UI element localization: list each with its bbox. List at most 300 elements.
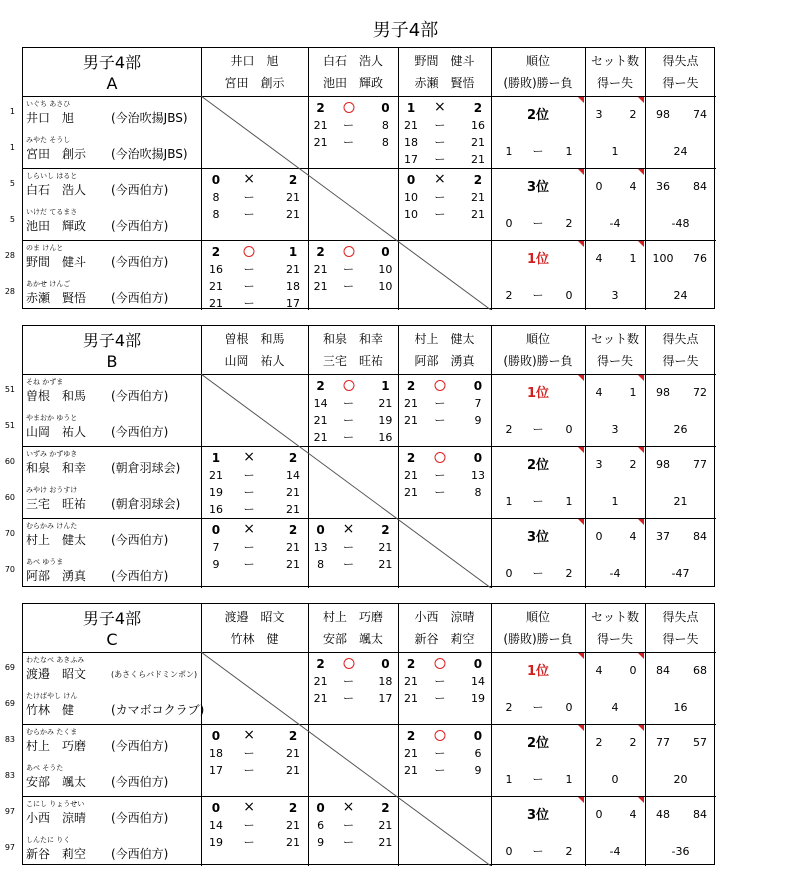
wins-count: 0 bbox=[505, 217, 513, 230]
game-score-own: 16 bbox=[208, 263, 223, 276]
game-score-own: 21 bbox=[404, 764, 419, 777]
game-score-opponent: 7 bbox=[474, 397, 482, 410]
game-score-dash: ー bbox=[434, 764, 446, 777]
game-score-own: 18 bbox=[208, 747, 223, 760]
game-score-opponent: 21 bbox=[378, 836, 393, 849]
game-score-dash: ー bbox=[243, 263, 255, 276]
seed-number: 69 bbox=[4, 663, 15, 672]
game-score-dash: ー bbox=[243, 486, 255, 499]
seed-number: 51 bbox=[4, 385, 15, 394]
sets-lost: 4 bbox=[629, 180, 637, 193]
match-games-lost: 0 bbox=[381, 657, 390, 671]
sets-lost: 1 bbox=[629, 386, 637, 399]
player-club: (今西伯方) bbox=[111, 775, 169, 789]
rank-header: 順位 bbox=[525, 54, 551, 68]
wins-losses-dash: ー bbox=[532, 701, 544, 714]
points-lost: 72 bbox=[693, 386, 707, 399]
set-difference: -4 bbox=[609, 217, 621, 230]
player-furigana: わたなべ あきふみ bbox=[26, 656, 85, 664]
sets-marker bbox=[638, 169, 644, 175]
points-header: 得失点 bbox=[662, 610, 699, 624]
rank-subheader: (勝敗)勝ー負 bbox=[503, 354, 573, 368]
seed-number: 28 bbox=[4, 287, 15, 296]
sets-won: 0 bbox=[595, 180, 603, 193]
opponent-head-player1: 野間 健斗 bbox=[414, 54, 475, 68]
win-mark bbox=[434, 658, 445, 669]
points-won: 100 bbox=[652, 252, 674, 265]
game-score-own: 17 bbox=[208, 764, 223, 777]
loss-mark: × bbox=[342, 799, 355, 815]
points-won: 98 bbox=[656, 108, 670, 121]
game-score-dash: ー bbox=[434, 675, 446, 688]
rank-value: 3位 bbox=[526, 180, 550, 195]
game-score-opponent: 21 bbox=[286, 191, 301, 204]
player-name: 三宅 旺祐 bbox=[26, 497, 87, 511]
match-games-lost: 0 bbox=[473, 451, 483, 465]
player-club: (今西伯方) bbox=[111, 255, 169, 269]
game-score-opponent: 21 bbox=[286, 263, 301, 276]
game-score-dash: ー bbox=[243, 469, 255, 482]
win-mark bbox=[343, 246, 354, 257]
match-games-lost: 0 bbox=[473, 657, 483, 671]
player-furigana: しらいし はると bbox=[26, 172, 78, 180]
opponent-head-player2: 安部 颯太 bbox=[322, 632, 384, 646]
sets-marker bbox=[638, 653, 644, 659]
game-score-opponent: 16 bbox=[378, 431, 393, 444]
match-games-won: 0 bbox=[316, 801, 325, 815]
game-score-dash: ー bbox=[434, 469, 446, 482]
seed-number: 70 bbox=[4, 529, 15, 538]
sets-header: セット数 bbox=[590, 610, 640, 624]
game-score-own: 21 bbox=[404, 469, 419, 482]
rank-marker bbox=[578, 375, 584, 381]
game-score-opponent: 9 bbox=[474, 414, 482, 427]
seed-number: 5 bbox=[9, 179, 15, 188]
player-name: 池田 輝政 bbox=[26, 219, 87, 233]
loss-mark: × bbox=[243, 171, 256, 187]
player-club: (今西伯方) bbox=[111, 389, 169, 403]
points-header: 得失点 bbox=[662, 332, 699, 346]
game-score-opponent: 18 bbox=[286, 280, 301, 293]
match-games-lost: 0 bbox=[381, 101, 390, 115]
match-games-lost: 2 bbox=[288, 173, 298, 187]
losses-count: 1 bbox=[565, 495, 573, 508]
loss-mark: × bbox=[342, 521, 355, 537]
losses-count: 2 bbox=[565, 845, 573, 858]
game-score-opponent: 21 bbox=[286, 558, 301, 571]
match-games-won: 2 bbox=[316, 657, 325, 671]
match-games-won: 2 bbox=[211, 245, 221, 259]
game-score-own: 18 bbox=[404, 136, 419, 149]
points-won: 36 bbox=[656, 180, 670, 193]
opponent-head-player2: 三宅 旺祐 bbox=[322, 354, 384, 368]
player-name: 曽根 和馬 bbox=[26, 389, 87, 403]
game-score-own: 21 bbox=[313, 431, 328, 444]
opponent-head-player2: 池田 輝政 bbox=[322, 76, 384, 90]
rank-marker bbox=[578, 519, 584, 525]
player-furigana: みやた そうし bbox=[26, 136, 71, 144]
sets-lost: 1 bbox=[629, 252, 637, 265]
game-score-own: 19 bbox=[208, 486, 223, 499]
player-club: (今西伯方) bbox=[111, 219, 169, 233]
seed-number: 97 bbox=[4, 807, 15, 816]
player-name: 渡邉 昭文 bbox=[26, 667, 87, 681]
game-score-own: 21 bbox=[404, 675, 419, 688]
sets-lost: 4 bbox=[629, 808, 637, 821]
game-score-dash: ー bbox=[243, 764, 255, 777]
sets-won: 4 bbox=[595, 252, 603, 265]
game-score-opponent: 21 bbox=[286, 819, 301, 832]
game-score-opponent: 21 bbox=[378, 397, 393, 410]
seed-number: 5 bbox=[9, 215, 15, 224]
game-score-dash: ー bbox=[434, 747, 446, 760]
game-score-dash: ー bbox=[434, 119, 446, 132]
set-difference: 1 bbox=[611, 495, 619, 508]
points-subheader: 得ー失 bbox=[662, 632, 699, 646]
player-furigana: あべ ゆうま bbox=[26, 558, 64, 566]
wins-losses-dash: ー bbox=[532, 423, 544, 436]
game-score-own: 10 bbox=[404, 191, 419, 204]
point-difference: -48 bbox=[671, 217, 690, 230]
game-score-opponent: 21 bbox=[470, 136, 485, 149]
opponent-head-player1: 小西 涼晴 bbox=[414, 610, 475, 624]
wins-count: 2 bbox=[505, 701, 513, 714]
game-score-dash: ー bbox=[243, 558, 255, 571]
game-score-dash: ー bbox=[434, 153, 446, 166]
player-club: (朝倉羽球会) bbox=[111, 497, 181, 511]
player-club: (朝倉羽球会) bbox=[111, 461, 181, 475]
game-score-opponent: 16 bbox=[470, 119, 485, 132]
set-difference: 1 bbox=[611, 145, 619, 158]
seed-number: 1 bbox=[9, 107, 15, 116]
game-score-opponent: 17 bbox=[286, 297, 301, 310]
game-score-opponent: 10 bbox=[378, 263, 393, 276]
match-games-won: 2 bbox=[406, 451, 416, 465]
set-difference: 3 bbox=[611, 423, 619, 436]
game-score-dash: ー bbox=[434, 191, 446, 204]
game-score-dash: ー bbox=[343, 558, 354, 571]
loss-mark: × bbox=[433, 99, 446, 115]
sets-subheader: 得ー失 bbox=[596, 76, 634, 90]
points-lost: 57 bbox=[693, 736, 707, 749]
game-score-opponent: 21 bbox=[286, 503, 301, 516]
game-score-opponent: 8 bbox=[474, 486, 482, 499]
sets-subheader: 得ー失 bbox=[596, 354, 634, 368]
game-score-opponent: 9 bbox=[474, 764, 482, 777]
point-difference: 20 bbox=[673, 773, 688, 786]
game-score-opponent: 21 bbox=[286, 208, 301, 221]
points-won: 77 bbox=[656, 736, 670, 749]
points-header: 得失点 bbox=[662, 54, 699, 68]
group-label: B bbox=[106, 352, 118, 371]
game-score-own: 9 bbox=[317, 836, 325, 849]
rank-marker bbox=[578, 725, 584, 731]
game-score-own: 9 bbox=[212, 558, 220, 571]
match-games-won: 2 bbox=[316, 101, 325, 115]
game-score-dash: ー bbox=[243, 191, 255, 204]
set-difference: 3 bbox=[611, 289, 619, 302]
rank-subheader: (勝敗)勝ー負 bbox=[503, 632, 573, 646]
player-club: (今西伯方) bbox=[111, 739, 169, 753]
game-score-own: 21 bbox=[313, 692, 328, 705]
points-lost: 74 bbox=[693, 108, 707, 121]
match-games-won: 0 bbox=[316, 523, 325, 537]
sets-lost: 4 bbox=[629, 530, 637, 543]
player-furigana: あべ そうた bbox=[26, 764, 64, 772]
set-difference: -4 bbox=[609, 567, 621, 580]
player-name: 安部 颯太 bbox=[26, 775, 87, 789]
points-won: 37 bbox=[656, 530, 670, 543]
player-furigana: いずみ かずゆき bbox=[26, 450, 78, 458]
game-score-dash: ー bbox=[243, 208, 255, 221]
player-name: 宮田 創示 bbox=[26, 147, 87, 161]
sets-header: セット数 bbox=[590, 54, 640, 68]
game-score-own: 21 bbox=[404, 692, 419, 705]
game-score-opponent: 6 bbox=[474, 747, 482, 760]
sets-marker bbox=[638, 375, 644, 381]
player-name: 新谷 莉空 bbox=[26, 847, 87, 861]
losses-count: 0 bbox=[565, 289, 573, 302]
match-games-lost: 0 bbox=[473, 729, 483, 743]
sets-marker bbox=[638, 97, 644, 103]
wins-count: 0 bbox=[505, 567, 513, 580]
game-score-own: 21 bbox=[313, 280, 328, 293]
game-score-own: 21 bbox=[208, 297, 223, 310]
match-games-lost: 2 bbox=[288, 729, 298, 743]
player-club: (今西伯方) bbox=[111, 533, 169, 547]
rank-value: 2位 bbox=[526, 458, 550, 473]
match-games-won: 2 bbox=[406, 379, 416, 393]
game-score-dash: ー bbox=[434, 136, 446, 149]
game-score-opponent: 8 bbox=[381, 136, 389, 149]
rank-marker bbox=[578, 447, 584, 453]
player-furigana: そね かずま bbox=[26, 378, 64, 386]
sets-won: 0 bbox=[595, 808, 603, 821]
match-games-lost: 2 bbox=[473, 173, 483, 187]
game-score-dash: ー bbox=[343, 692, 354, 705]
opponent-head-player1: 白石 浩人 bbox=[322, 54, 384, 68]
game-score-dash: ー bbox=[343, 414, 354, 427]
match-games-won: 1 bbox=[406, 101, 416, 115]
wins-losses-dash: ー bbox=[532, 845, 544, 858]
seed-number: 60 bbox=[4, 457, 15, 466]
game-score-own: 14 bbox=[313, 397, 328, 410]
match-games-won: 0 bbox=[406, 173, 416, 187]
game-score-own: 14 bbox=[208, 819, 223, 832]
player-name: 野間 健斗 bbox=[26, 255, 87, 269]
group-label: A bbox=[106, 74, 118, 93]
player-club: (今西伯方) bbox=[111, 811, 169, 825]
rank-value: 1位 bbox=[526, 252, 550, 267]
game-score-opponent: 8 bbox=[381, 119, 389, 132]
opponent-head-player1: 村上 健太 bbox=[414, 332, 475, 346]
game-score-dash: ー bbox=[434, 692, 446, 705]
sets-subheader: 得ー失 bbox=[596, 632, 634, 646]
wins-count: 1 bbox=[505, 495, 513, 508]
sets-marker bbox=[638, 447, 644, 453]
point-difference: -36 bbox=[671, 845, 690, 858]
points-won: 98 bbox=[656, 386, 670, 399]
wins-count: 0 bbox=[505, 845, 513, 858]
player-furigana: のま けんと bbox=[26, 244, 64, 252]
player-name: 竹林 健 bbox=[26, 703, 75, 717]
match-games-won: 0 bbox=[211, 523, 221, 537]
game-score-own: 21 bbox=[404, 414, 419, 427]
game-score-dash: ー bbox=[343, 675, 354, 688]
opponent-head-player2: 新谷 莉空 bbox=[414, 632, 475, 646]
game-score-opponent: 21 bbox=[286, 747, 301, 760]
opponent-head-player1: 和泉 和幸 bbox=[322, 332, 384, 346]
player-name: 小西 涼晴 bbox=[26, 811, 87, 825]
points-lost: 84 bbox=[693, 808, 707, 821]
loss-mark: × bbox=[243, 727, 256, 743]
player-name: 和泉 和幸 bbox=[26, 461, 87, 475]
game-score-opponent: 19 bbox=[470, 692, 485, 705]
player-name: 村上 巧磨 bbox=[26, 739, 87, 753]
wins-count: 2 bbox=[505, 423, 513, 436]
point-difference: 16 bbox=[673, 701, 688, 714]
sets-lost: 2 bbox=[629, 458, 637, 471]
points-won: 84 bbox=[656, 664, 670, 677]
rank-marker bbox=[578, 653, 584, 659]
game-score-dash: ー bbox=[343, 397, 354, 410]
player-name: 山岡 祐人 bbox=[26, 425, 87, 439]
sets-lost: 2 bbox=[629, 736, 637, 749]
game-score-dash: ー bbox=[343, 136, 354, 149]
wins-losses-dash: ー bbox=[532, 289, 544, 302]
game-score-own: 19 bbox=[208, 836, 223, 849]
rank-marker bbox=[578, 241, 584, 247]
game-score-dash: ー bbox=[243, 836, 255, 849]
opponent-head-player1: 曽根 和馬 bbox=[224, 332, 285, 346]
rank-subheader: (勝敗)勝ー負 bbox=[503, 76, 573, 90]
match-games-won: 2 bbox=[316, 245, 325, 259]
player-club: (今西伯方) bbox=[111, 291, 169, 305]
win-mark bbox=[343, 102, 354, 113]
opponent-head-player1: 渡邉 昭文 bbox=[224, 610, 285, 624]
point-difference: 24 bbox=[673, 289, 688, 302]
game-score-opponent: 19 bbox=[378, 414, 393, 427]
match-games-won: 2 bbox=[406, 657, 416, 671]
wins-losses-dash: ー bbox=[532, 567, 544, 580]
game-score-dash: ー bbox=[243, 541, 255, 554]
sets-won: 3 bbox=[595, 458, 603, 471]
player-furigana: むらかみ たくま bbox=[26, 728, 78, 736]
rank-value: 3位 bbox=[526, 530, 550, 545]
game-score-opponent: 21 bbox=[470, 191, 485, 204]
points-lost: 68 bbox=[693, 664, 707, 677]
points-lost: 76 bbox=[693, 252, 707, 265]
seed-number: 83 bbox=[4, 771, 15, 780]
game-score-opponent: 21 bbox=[378, 558, 393, 571]
game-score-dash: ー bbox=[434, 397, 446, 410]
points-won: 98 bbox=[656, 458, 670, 471]
opponent-head-player2: 阿部 湧真 bbox=[414, 354, 475, 368]
game-score-own: 16 bbox=[208, 503, 223, 516]
division-label: 男子4部 bbox=[82, 331, 142, 350]
rank-value: 1位 bbox=[526, 664, 550, 679]
rank-header: 順位 bbox=[525, 332, 551, 346]
division-label: 男子4部 bbox=[82, 53, 142, 72]
opponent-head-player2: 竹林 健 bbox=[230, 632, 279, 646]
match-games-won: 2 bbox=[316, 379, 325, 393]
loss-mark: × bbox=[243, 449, 256, 465]
seed-number: 70 bbox=[4, 565, 15, 574]
rank-value: 1位 bbox=[526, 386, 550, 401]
game-score-dash: ー bbox=[243, 819, 255, 832]
game-score-own: 21 bbox=[404, 119, 419, 132]
game-score-opponent: 10 bbox=[378, 280, 393, 293]
opponent-head-player2: 宮田 創示 bbox=[224, 76, 285, 90]
point-difference: -47 bbox=[671, 567, 690, 580]
seed-number: 1 bbox=[9, 143, 15, 152]
rank-marker bbox=[578, 97, 584, 103]
wins-count: 1 bbox=[505, 773, 513, 786]
loss-mark: × bbox=[243, 799, 256, 815]
game-score-own: 21 bbox=[404, 747, 419, 760]
game-score-dash: ー bbox=[243, 297, 255, 310]
match-games-lost: 2 bbox=[381, 801, 390, 815]
player-furigana: いぐち あさひ bbox=[26, 100, 71, 108]
losses-count: 0 bbox=[565, 701, 573, 714]
rank-value: 2位 bbox=[526, 108, 550, 123]
sets-won: 0 bbox=[595, 530, 603, 543]
match-games-lost: 2 bbox=[288, 801, 298, 815]
game-score-opponent: 14 bbox=[286, 469, 301, 482]
game-score-opponent: 21 bbox=[286, 836, 301, 849]
game-score-dash: ー bbox=[343, 819, 354, 832]
player-name: 阿部 湧真 bbox=[26, 569, 87, 583]
losses-count: 0 bbox=[565, 423, 573, 436]
match-games-won: 0 bbox=[211, 729, 221, 743]
game-score-opponent: 21 bbox=[286, 764, 301, 777]
game-score-dash: ー bbox=[343, 280, 354, 293]
game-score-own: 21 bbox=[404, 397, 419, 410]
game-score-own: 21 bbox=[313, 263, 328, 276]
losses-count: 1 bbox=[565, 773, 573, 786]
points-lost: 77 bbox=[693, 458, 707, 471]
match-games-won: 2 bbox=[406, 729, 416, 743]
set-difference: -4 bbox=[609, 845, 621, 858]
match-games-lost: 2 bbox=[473, 101, 483, 115]
player-club: (今西伯方) bbox=[111, 569, 169, 583]
opponent-head-player2: 赤瀬 賢悟 bbox=[414, 76, 475, 90]
match-games-lost: 2 bbox=[288, 451, 298, 465]
game-score-dash: ー bbox=[243, 503, 255, 516]
points-subheader: 得ー失 bbox=[662, 76, 699, 90]
game-score-dash: ー bbox=[243, 747, 255, 760]
game-score-opponent: 14 bbox=[470, 675, 485, 688]
game-score-opponent: 21 bbox=[286, 541, 301, 554]
game-score-opponent: 17 bbox=[378, 692, 393, 705]
game-score-own: 10 bbox=[404, 208, 419, 221]
player-furigana: やまおか ゆうと bbox=[26, 414, 78, 422]
match-games-won: 0 bbox=[211, 801, 221, 815]
game-score-own: 21 bbox=[208, 469, 223, 482]
loss-mark: × bbox=[243, 521, 256, 537]
match-games-lost: 2 bbox=[381, 523, 390, 537]
opponent-head-player2: 山岡 祐人 bbox=[224, 354, 285, 368]
sets-marker bbox=[638, 725, 644, 731]
game-score-own: 8 bbox=[212, 191, 220, 204]
game-score-opponent: 21 bbox=[286, 486, 301, 499]
game-score-dash: ー bbox=[343, 431, 354, 444]
sets-won: 3 bbox=[595, 108, 603, 121]
game-score-own: 21 bbox=[313, 675, 328, 688]
set-difference: 4 bbox=[611, 701, 619, 714]
seed-number: 28 bbox=[4, 251, 15, 260]
points-lost: 84 bbox=[693, 180, 707, 193]
